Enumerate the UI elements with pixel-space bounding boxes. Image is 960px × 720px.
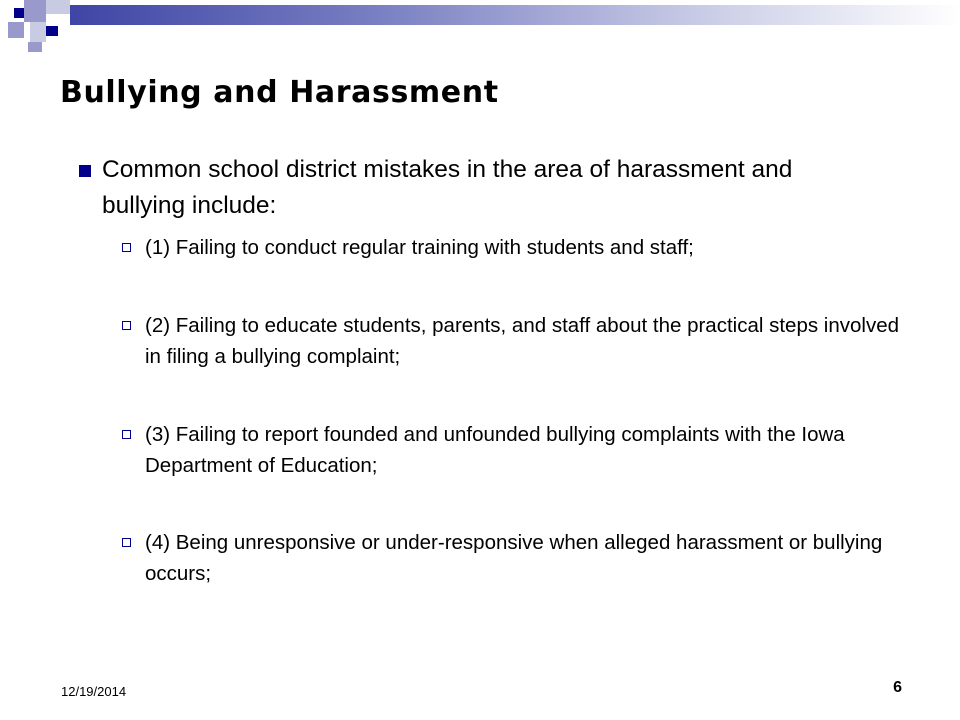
sub-bullet-text-3: (3) Failing to report founded and unfounded bullying complaints with the Iowa Department of Education; — [145, 423, 845, 477]
filled-square-icon — [79, 165, 91, 177]
header-square-periwinkle-icon — [24, 0, 46, 22]
hollow-square-icon — [122, 538, 131, 547]
slide-title: Bullying and Harassment — [60, 75, 499, 110]
sub-bullet-text-2: (2) Failing to educate students, parents, and staff about the practical steps involved in filing a bullying complaint; — [145, 314, 900, 368]
bullet-text: Common school district mistakes in the area of harassment and bullying include: — [102, 156, 793, 219]
header-square-periwinkle-bottom-icon — [28, 42, 42, 52]
header-gradient-bar — [70, 5, 960, 25]
header-square-pale-lower-icon — [30, 22, 46, 42]
sub-bullet-text-1: (1) Failing to conduct regular training with students and staff; — [145, 236, 694, 259]
footer-date: 12/19/2014 — [61, 684, 127, 699]
hollow-square-icon — [122, 243, 131, 252]
header-square-pale-icon — [46, 0, 70, 14]
sub-bullet-text-4: (4) Being unresponsive or under-responsive when alleged harassment or bullying occurs; — [145, 531, 883, 585]
header-square-periwinkle-small-icon — [8, 22, 24, 38]
header-square-navy-icon — [14, 8, 24, 18]
header-square-navy-lower-icon — [46, 26, 58, 36]
hollow-square-icon — [122, 430, 131, 439]
hollow-square-icon — [122, 321, 131, 330]
page-number: 6 — [893, 679, 902, 696]
